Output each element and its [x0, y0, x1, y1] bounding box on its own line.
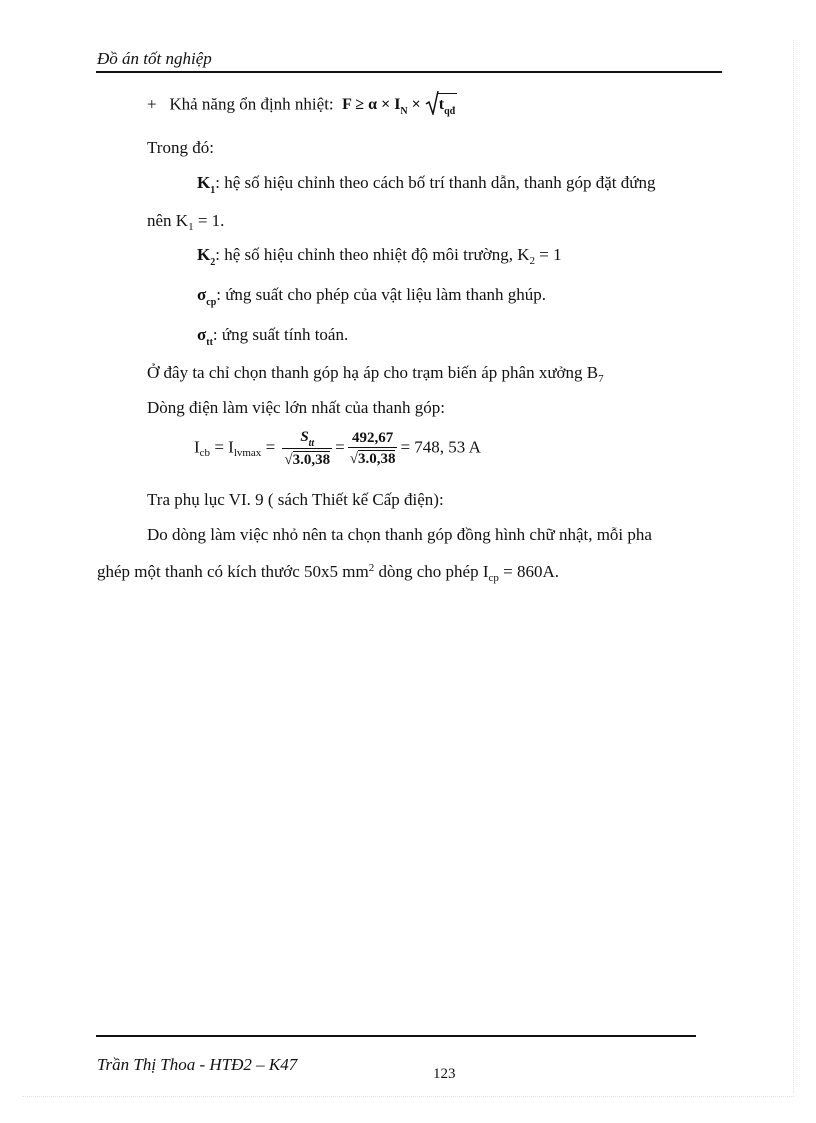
sigma-tt-sub: tt: [206, 337, 213, 348]
formula2-lvmax-sub: lvmax: [233, 447, 262, 460]
thermal-stability-label: Khả năng ổn định nhiệt:: [169, 94, 334, 114]
sigma-cp-text: : ứng suất cho phép của vật liệu làm thanh ghúp.: [216, 285, 547, 304]
formula-times-2: ×: [411, 96, 421, 113]
para2-sup: 2: [368, 562, 375, 574]
footer-rule: [96, 1035, 696, 1037]
k2-text-sub: 2: [529, 255, 535, 267]
busbar-choice-line: [147, 362, 604, 386]
formula2-I: I: [194, 437, 200, 457]
frac2-radical: √: [349, 451, 358, 467]
formula2-eq-2: =: [335, 437, 345, 457]
formula2-eq-I: = I: [210, 437, 234, 457]
formula2-eq: =: [261, 437, 276, 457]
formula-sqrt: [425, 93, 457, 118]
k2-text-post: = 1: [534, 245, 562, 264]
sigma-tt-symbol: σ: [197, 325, 207, 344]
k2-text: : hệ số hiệu chỉnh theo nhiệt độ môi trường, K: [215, 245, 530, 264]
frac1-radical: √: [284, 452, 293, 468]
footer-author: Trần Thị Thoa - HTĐ2 – K47: [97, 1055, 298, 1074]
formula-F: F: [342, 96, 352, 113]
k1-definition: [197, 172, 655, 197]
para2-post: = 860A.: [498, 562, 560, 581]
sigma-cp-definition: [197, 284, 546, 309]
formula-alpha: α: [368, 96, 378, 113]
k1-symbol: K: [197, 173, 211, 192]
busbar-choice-sub: 7: [598, 373, 604, 385]
formula-I-sub: N: [400, 106, 408, 117]
k1-cont-post: = 1.: [193, 211, 225, 230]
frac2-num: 492,67: [348, 429, 398, 448]
paragraph-line-2: [97, 561, 559, 585]
radical-icon: [425, 89, 439, 115]
formula2-result: = 748, 53 A: [400, 437, 481, 457]
current-formula: [194, 428, 481, 469]
sigma-cp-symbol: σ: [197, 285, 207, 304]
bullet-plus: +: [147, 94, 157, 114]
page-number: 123: [433, 1066, 456, 1082]
k1-symbol-sub: 1: [210, 185, 216, 196]
k2-definition: [197, 244, 562, 269]
sigma-tt-definition: [197, 324, 348, 349]
formula-I: I: [394, 96, 401, 113]
fraction-stt: [282, 428, 332, 469]
where-label: Trong đó:: [147, 138, 214, 157]
page-border-right: [793, 40, 794, 1093]
k1-continuation: [147, 210, 224, 234]
lookup-line: Tra phụ lục VI. 9 ( sách Thiết kế Cấp điện):: [147, 490, 444, 509]
formula-times: ×: [381, 96, 391, 113]
para2-sub: cp: [488, 572, 499, 584]
frac1-num: S: [300, 429, 309, 445]
k1-text: : hệ số hiệu chỉnh theo cách bố trí thanh dẫn, thanh góp đặt đứng: [215, 173, 656, 192]
sigma-cp-sub: cp: [206, 297, 217, 308]
thermal-stability-line: [147, 93, 457, 118]
formula2-cb-sub: cb: [199, 447, 211, 460]
frac1-num-sub: tt: [308, 438, 315, 449]
para2-pre: ghép một thanh có kích thước 50x5 mm: [97, 562, 369, 581]
frac2-den: 3.0,38: [357, 451, 396, 467]
sigma-tt-text: : ứng suất tính toán.: [212, 325, 349, 344]
header-title: Đồ án tốt nghiệp: [97, 49, 212, 68]
busbar-choice-text: Ở đây ta chỉ chọn thanh góp hạ áp cho trạm biến áp phân xưởng B: [147, 363, 599, 382]
formula-ge: ≥: [355, 96, 365, 113]
k1-cont-pre: nên K: [147, 211, 189, 230]
page-border-bottom: [22, 1096, 794, 1097]
max-current-label: Dòng điện làm việc lớn nhất của thanh góp:: [147, 398, 445, 417]
k1-cont-sub: 1: [188, 221, 194, 233]
paragraph-line-1: Do dòng làm việc nhỏ nên ta chọn thanh góp đồng hình chữ nhật, mỗi pha: [147, 525, 652, 544]
formula-t-sub: qđ: [444, 106, 456, 117]
para2-mid: dòng cho phép I: [374, 562, 489, 581]
thermal-stability-formula: [342, 93, 457, 118]
k2-symbol-sub: 2: [210, 257, 216, 268]
formula-t: t: [438, 96, 445, 113]
frac1-den: 3.0,38: [292, 452, 331, 468]
fraction-value: [348, 429, 398, 468]
k2-symbol: K: [197, 245, 211, 264]
header-rule: [96, 71, 722, 73]
